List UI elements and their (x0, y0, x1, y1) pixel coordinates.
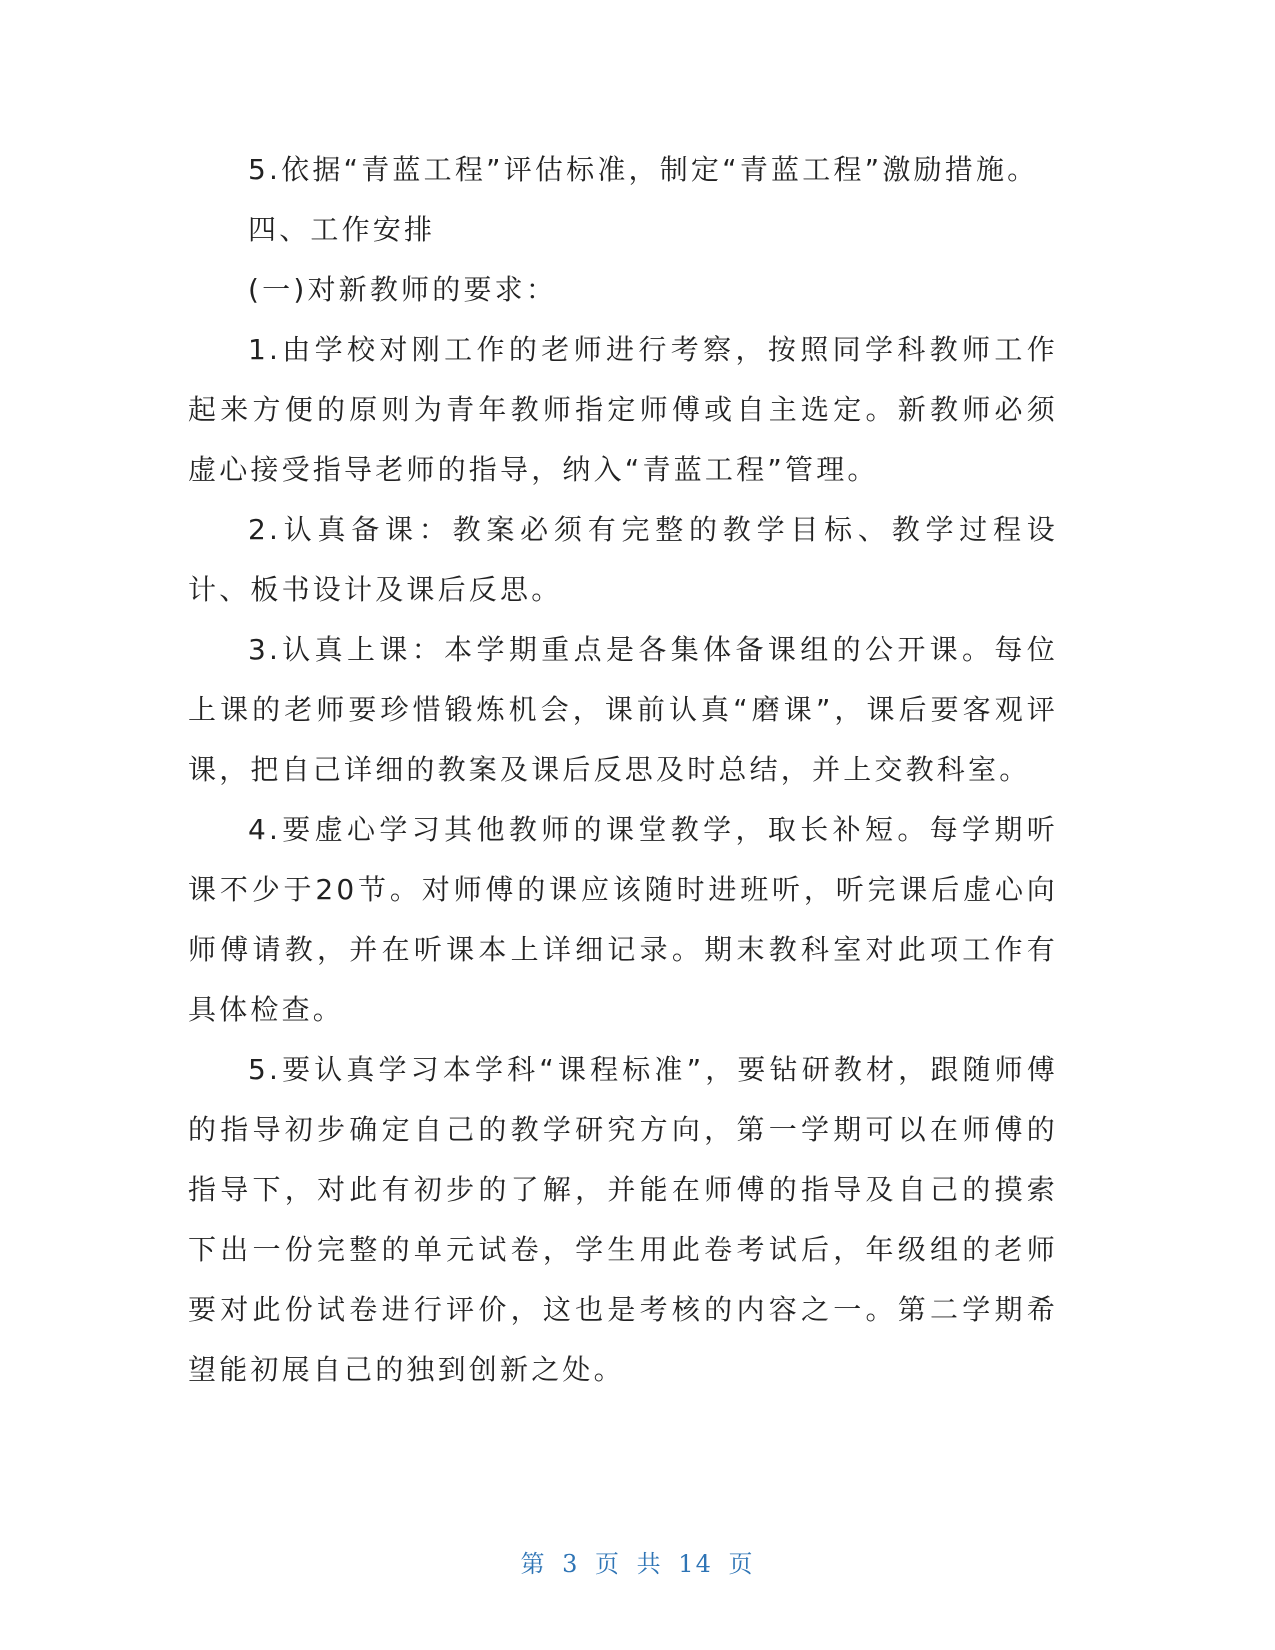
document-body (188, 140, 1058, 1400)
paragraph-item-2: 2.认真备课：教案必须有完整的教学目标、教学过程设计、板书设计及课后反思。 (188, 513, 1058, 606)
paragraph-incentive-measures: 5.依据“青蓝工程”评估标准，制定“青蓝工程”激励措施。 (248, 153, 1039, 186)
subsection-heading-new-teacher-requirements: (一)对新教师的要求： (248, 273, 558, 306)
paragraph-item-4: 4.要虚心学习其他教师的课堂教学，取长补短。每学期听课不少于20节。对师傅的课应该随时进班听，听完课后虚心向师傅请教，并在听课本上详细记录。期末教科室对此项工作有具体检查。 (188, 813, 1058, 1026)
paragraph-item-1: 1.由学校对刚工作的老师进行考察，按照同学科教师工作起来方便的原则为青年教师指定师傅或自主选定。新教师必须虚心接受指导老师的指导，纳入“青蓝工程”管理。 (188, 333, 1058, 486)
paragraph-item-3: 3.认真上课：本学期重点是各集体备课组的公开课。每位上课的老师要珍惜锻炼机会，课前认真“磨课”，课后要客观评课，把自己详细的教案及课后反思及时总结，并上交教科室。 (188, 633, 1058, 786)
page-number-footer: 第 3 页 共 14 页 (520, 1550, 755, 1578)
paragraph-item-5: 5.要认真学习本学科“课程标准”，要钻研教材，跟随师傅的指导初步确定自己的教学研究方向，第一学期可以在师傅的指导下，对此有初步的了解，并能在师傅的指导及自己的摸索下出一份完整的单元试卷，学生用此卷考试后，年级组的老师要对此份试卷进行评价，这也是考核的内容之一。第二学期希望能初展自己的独到创新之处。 (188, 1053, 1058, 1386)
section-heading-work-arrangement: 四、工作安排 (248, 213, 436, 246)
